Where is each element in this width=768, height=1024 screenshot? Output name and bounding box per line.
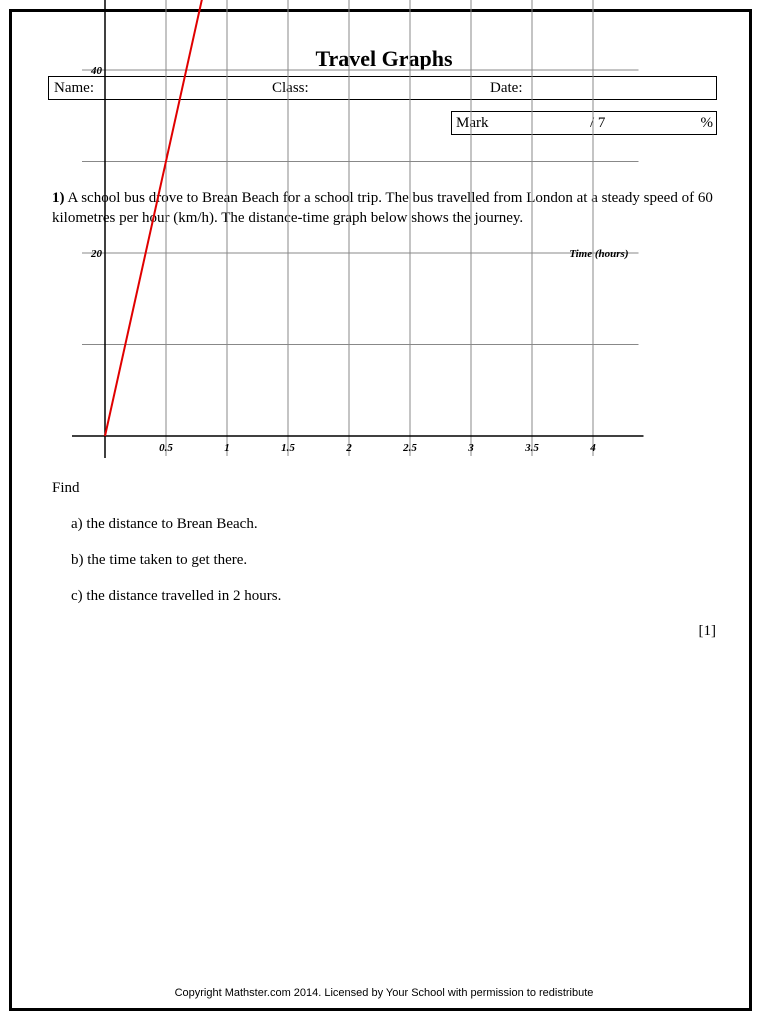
marks-available: [1] bbox=[698, 623, 716, 639]
mark-label: Mark bbox=[456, 115, 489, 131]
class-label: Class: bbox=[272, 80, 309, 96]
y-tick-label: 20 bbox=[91, 248, 102, 260]
part-b: b) the time taken to get there. bbox=[71, 552, 248, 568]
x-tick-label: 0.5 bbox=[159, 442, 173, 454]
x-tick-label: 4 bbox=[590, 442, 596, 454]
question-number: 1) bbox=[52, 190, 65, 206]
x-tick-label: 3 bbox=[468, 442, 474, 454]
name-label: Name: bbox=[54, 80, 94, 96]
x-tick-label: 2.5 bbox=[403, 442, 417, 454]
x-tick-label: 2 bbox=[346, 442, 352, 454]
copyright-footer: Copyright Mathster.com 2014. Licensed by Your School with permission to redistribute bbox=[174, 987, 594, 999]
x-tick-label: 1 bbox=[224, 442, 230, 454]
page-border bbox=[9, 9, 752, 1011]
page-title: Travel Graphs bbox=[315, 46, 453, 71]
y-tick-label: 40 bbox=[91, 65, 102, 77]
x-tick-label: 3.5 bbox=[525, 442, 539, 454]
mark-total: / 7 bbox=[590, 115, 606, 131]
percent-sign: % bbox=[700, 115, 713, 131]
date-label: Date: bbox=[490, 80, 523, 96]
mark-box bbox=[451, 111, 717, 135]
part-c: c) the distance travelled in 2 hours. bbox=[71, 588, 282, 604]
part-a: a) the distance to Brean Beach. bbox=[71, 516, 258, 532]
x-tick-label: 1.5 bbox=[281, 442, 295, 454]
question-text: A school bus drove to Brean Beach for a school trip. The bus travelled from London at a steady speed of 60 kilometres per hour (km/h). The distance-time graph below shows the journey. bbox=[52, 190, 713, 226]
student-info-row bbox=[48, 76, 717, 100]
x-axis-label: Time (hours) bbox=[569, 248, 629, 260]
find-label: Find bbox=[52, 480, 80, 496]
